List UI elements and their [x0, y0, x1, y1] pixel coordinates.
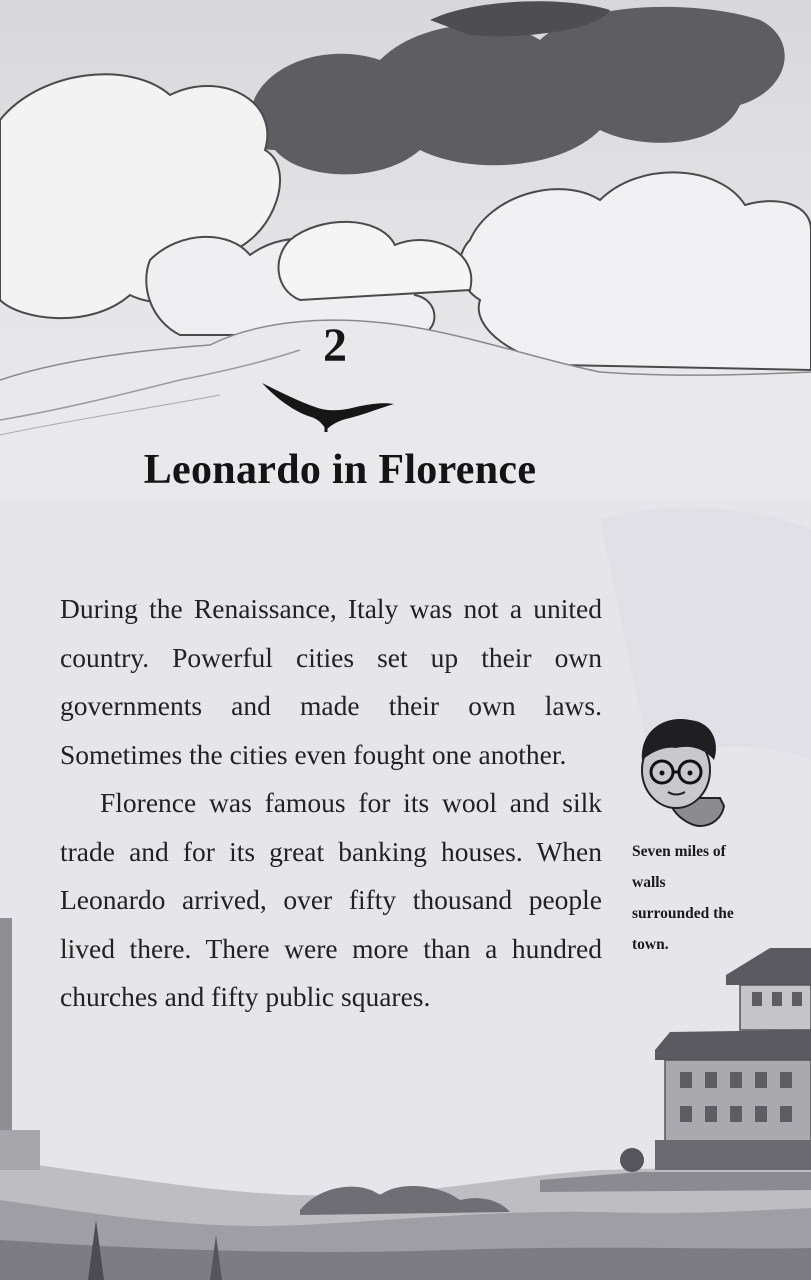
- chapter-body: [60, 585, 602, 1022]
- cloud-sky-illustration: [0, 0, 811, 500]
- chapter-title: Leonardo in Florence: [143, 447, 537, 493]
- paragraph: Florence was famous for its wool and silk trade and for its great banking houses. When Leonardo arrived, over fifty thousand people lived there. There were more than a hundred churches and fifty public squares.: [60, 787, 602, 1012]
- paragraph: During the Renaissance, Italy was not a united country. Powerful cities set up their own governments and made their own laws. Sometimes the cities even fought one another.: [60, 593, 602, 770]
- sidebar-note: Seven miles of walls surrounded the town.: [632, 843, 734, 953]
- chapter-number: 2: [323, 319, 347, 372]
